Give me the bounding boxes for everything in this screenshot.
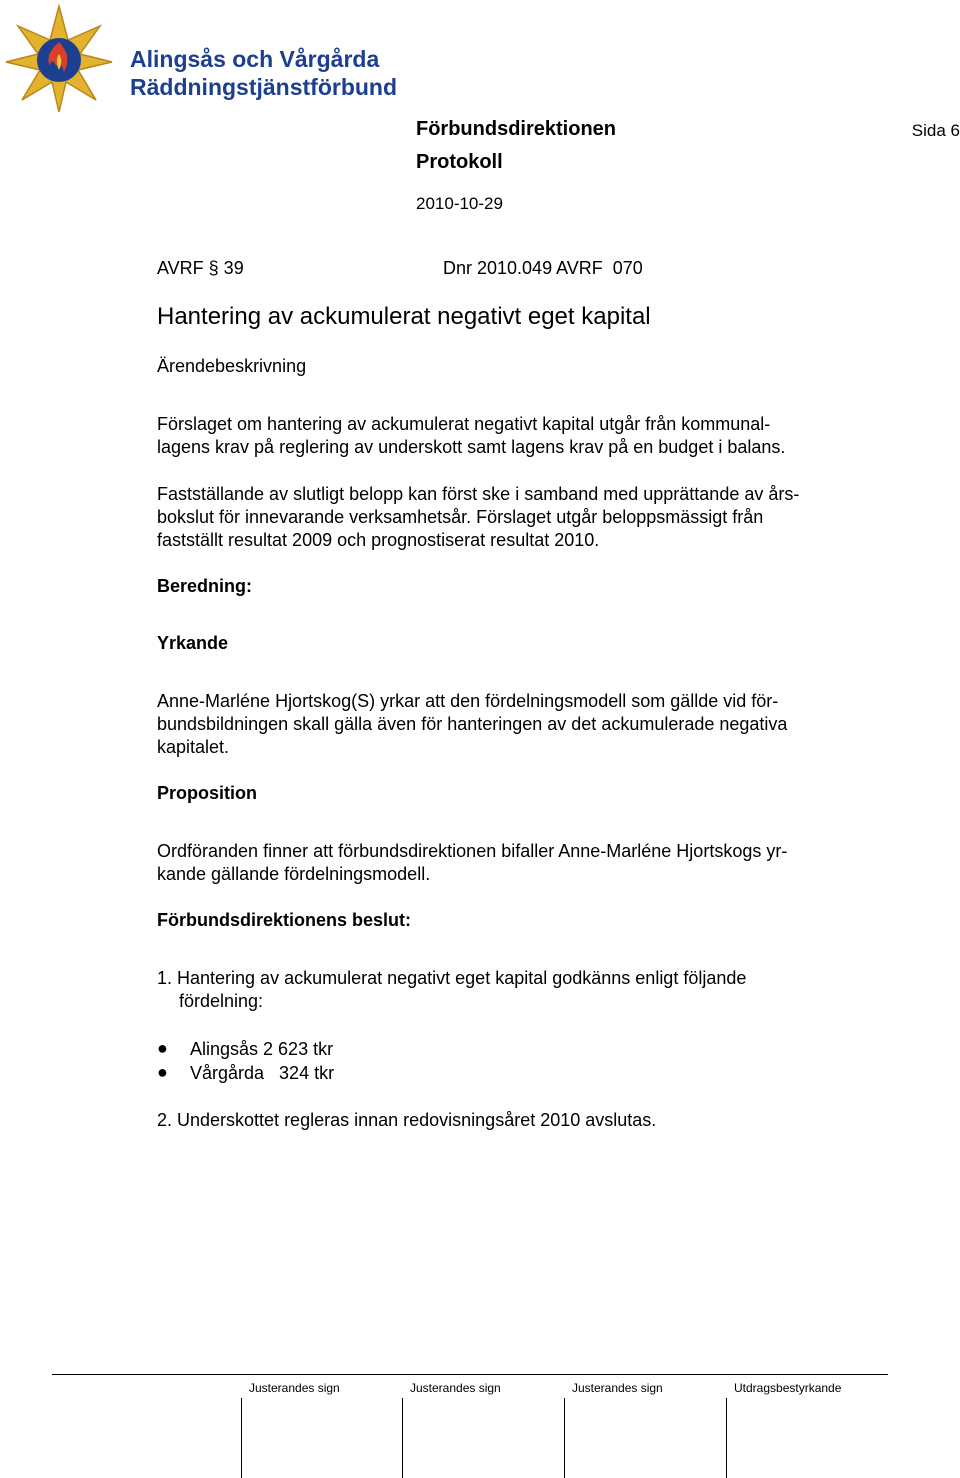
header-subtitle: Protokoll [416,151,503,173]
sign-label-2: Justerandes sign [410,1381,501,1395]
heading-proposition: Proposition [157,783,257,803]
meeting-date: 2010-10-29 [416,194,503,213]
decision-1-cont: fördelning: [179,991,264,1011]
paragraph-line: lagens krav på reglering av underskott samt lagens krav på en budget i balans. [157,437,786,457]
case-dnr: Dnr 2010.049 AVRF 070 [443,258,643,278]
paragraph-line: fastställt resultat 2009 och prognostiserat resultat 2010. [157,530,600,550]
logo-star-emblem-icon [4,4,114,114]
footer-divider [52,1374,888,1375]
paragraph-line: Förslaget om hantering av ackumulerat negativt kapital utgår från kommunal- [157,414,771,434]
sign-box-divider [402,1398,403,1478]
list-item: Alingsås 2 623 tkr [190,1039,334,1059]
header-title: Förbundsdirektionen [416,118,616,140]
paragraph-line: kapitalet. [157,737,230,757]
page-number: Sida 6 [911,121,960,140]
extract-label: Utdragsbestyrkande [734,1381,842,1395]
list-item: Vårgårda 324 tkr [190,1063,335,1083]
paragraph-line: Anne-Marléne Hjortskog(S) yrkar att den fördelningsmodell som gällde vid för- [157,691,779,711]
heading-beslut: Förbundsdirektionens beslut: [157,910,412,930]
paragraph-line: Ordföranden finner att förbundsdirektionen bifaller Anne-Marléne Hjortskogs yr- [157,841,788,861]
org-name-line2: Räddningstjänstförbund [130,74,398,100]
case-ref: AVRF § 39 [157,258,244,278]
sign-label-1: Justerandes sign [249,1381,340,1395]
paragraph-line: kande gällande fördelningsmodell. [157,864,431,884]
sign-box-divider [564,1398,565,1478]
heading-description: Ärendebeskrivning [157,356,307,376]
sign-box-divider [726,1398,727,1478]
paragraph-line: bokslut för innevarande verksamhetsår. Förslaget utgår beloppsmässigt från [157,507,764,527]
org-name-line1: Alingsås och Vårgårda [130,46,380,72]
heading-yrkande: Yrkande [157,633,229,653]
paragraph-line: bundsbildningen skall gälla även för hanteringen av det ackumulerade negativa [157,714,788,734]
bullet-icon: ● [157,1038,168,1058]
sign-label-3: Justerandes sign [572,1381,663,1395]
sign-box-divider [241,1398,242,1478]
decision-1: 1. Hantering av ackumulerat negativt eget kapital godkänns enligt följande [157,968,747,988]
decision-2: 2. Underskottet regleras innan redovisningsåret 2010 avslutas. [157,1110,657,1130]
bullet-icon: ● [157,1062,168,1082]
case-title: Hantering av ackumulerat negativt eget kapital [157,303,651,330]
paragraph-line: Fastställande av slutligt belopp kan först ske i samband med upprättande av års- [157,484,800,504]
heading-beredning: Beredning: [157,576,253,596]
